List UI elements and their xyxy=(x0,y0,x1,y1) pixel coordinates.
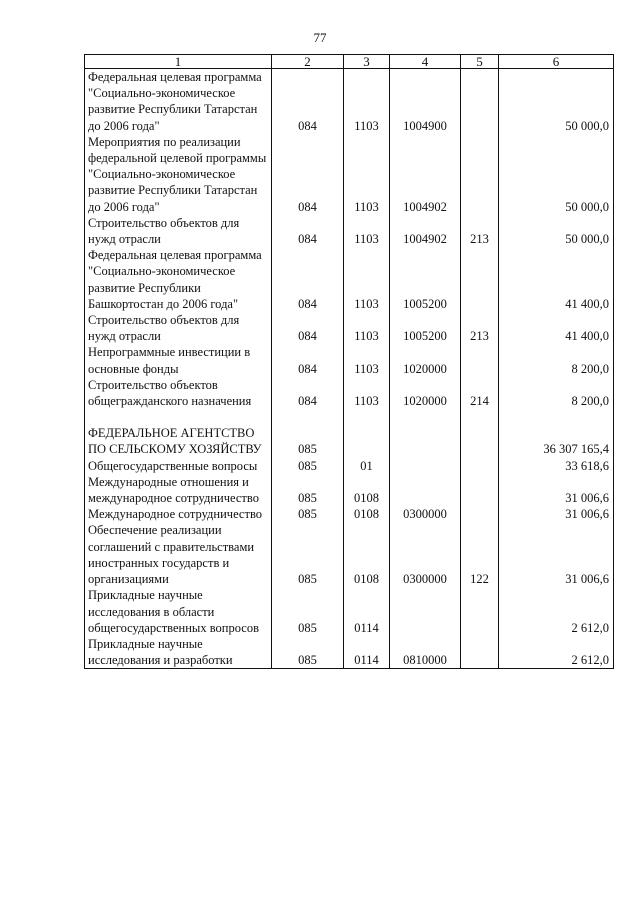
row-section: 01 xyxy=(344,458,390,474)
row-type xyxy=(461,247,499,312)
row-name: Строительство объектов общегражданского назначения xyxy=(85,377,272,409)
row-ministry: 085 xyxy=(272,458,344,474)
row-name: Строительство объектов для нужд отрасли xyxy=(85,215,272,247)
row-type xyxy=(461,458,499,474)
row-section: 1103 xyxy=(344,69,390,134)
table-row xyxy=(85,69,614,134)
row-name: Мероприятия по реализации федеральной целевой программы "Социально-экономическое развитие Республики Татарстан до 2006 года" xyxy=(85,134,272,215)
table-row xyxy=(85,636,614,669)
row-amount: 41 400,0 xyxy=(499,247,614,312)
row-section: 0114 xyxy=(344,636,390,669)
row-type: 213 xyxy=(461,312,499,344)
row-target: 1004902 xyxy=(390,215,461,247)
row-name: ФЕДЕРАЛЬНОЕ АГЕНТСТВО ПО СЕЛЬСКОМУ ХОЗЯЙСТВУ xyxy=(85,425,272,457)
row-ministry: 084 xyxy=(272,69,344,134)
row-target: 1004902 xyxy=(390,134,461,215)
row-section: 1103 xyxy=(344,215,390,247)
table-row xyxy=(85,377,614,409)
row-name: Непрограммные инвестиции в основные фонды xyxy=(85,344,272,376)
table-row xyxy=(85,215,614,247)
row-section: 0108 xyxy=(344,506,390,522)
row-section: 0108 xyxy=(344,474,390,506)
row-ministry: 084 xyxy=(272,312,344,344)
table-row xyxy=(85,522,614,587)
row-amount: 2 612,0 xyxy=(499,587,614,636)
row-name: Строительство объектов для нужд отрасли xyxy=(85,312,272,344)
row-target: 1005200 xyxy=(390,247,461,312)
row-target: 1005200 xyxy=(390,312,461,344)
row-target: 1004900 xyxy=(390,69,461,134)
row-ministry: 084 xyxy=(272,247,344,312)
row-name: Международные отношения и международное сотрудничество xyxy=(85,474,272,506)
row-amount: 31 006,6 xyxy=(499,474,614,506)
header-col-4: 4 xyxy=(390,55,461,69)
row-section: 1103 xyxy=(344,377,390,409)
row-target: 1020000 xyxy=(390,377,461,409)
row-section: 1103 xyxy=(344,344,390,376)
table-row xyxy=(85,458,614,474)
page-number: 77 xyxy=(313,30,327,45)
row-type xyxy=(461,506,499,522)
row-amount: 36 307 165,4 xyxy=(499,425,614,457)
header-col-6: 6 xyxy=(499,55,614,69)
row-target xyxy=(390,587,461,636)
row-ministry: 085 xyxy=(272,522,344,587)
row-amount: 33 618,6 xyxy=(499,458,614,474)
row-ministry: 085 xyxy=(272,474,344,506)
budget-table xyxy=(84,54,614,669)
row-ministry: 085 xyxy=(272,425,344,457)
table-row xyxy=(85,247,614,312)
table-row xyxy=(85,587,614,636)
row-section: 1103 xyxy=(344,134,390,215)
row-type xyxy=(461,474,499,506)
table-row xyxy=(85,344,614,376)
row-name: Федеральная целевая программа "Социально-экономическое развитие Республики Башкортостан до 2006 года" xyxy=(85,247,272,312)
row-name: Международное сотрудничество xyxy=(85,506,272,522)
table-row xyxy=(85,134,614,215)
row-target: 0300000 xyxy=(390,506,461,522)
row-amount: 50 000,0 xyxy=(499,215,614,247)
table-row xyxy=(85,425,614,457)
table-row xyxy=(85,506,614,522)
row-target xyxy=(390,425,461,457)
row-section: 0114 xyxy=(344,587,390,636)
row-amount: 41 400,0 xyxy=(499,312,614,344)
row-target: 0810000 xyxy=(390,636,461,669)
row-amount: 31 006,6 xyxy=(499,506,614,522)
header-row xyxy=(85,55,614,69)
row-ministry: 085 xyxy=(272,636,344,669)
row-section: 1103 xyxy=(344,247,390,312)
row-ministry: 084 xyxy=(272,215,344,247)
row-target xyxy=(390,474,461,506)
header-col-1: 1 xyxy=(85,55,272,69)
row-amount: 8 200,0 xyxy=(499,344,614,376)
row-name: Федеральная целевая программа "Социально-экономическое развитие Республики Татарстан до 2006 года" xyxy=(85,69,272,134)
row-section: 1103 xyxy=(344,312,390,344)
row-ministry: 085 xyxy=(272,587,344,636)
row-type: 122 xyxy=(461,522,499,587)
row-ministry: 085 xyxy=(272,506,344,522)
row-amount: 50 000,0 xyxy=(499,69,614,134)
row-name: Общегосударственные вопросы xyxy=(85,458,272,474)
row-ministry: 084 xyxy=(272,344,344,376)
row-type: 214 xyxy=(461,377,499,409)
row-name: Обеспечение реализации соглашений с правительствами иностранных государств и организациями xyxy=(85,522,272,587)
header-col-2: 2 xyxy=(272,55,344,69)
row-target: 0300000 xyxy=(390,522,461,587)
table-row xyxy=(85,474,614,506)
row-ministry: 084 xyxy=(272,377,344,409)
row-amount: 50 000,0 xyxy=(499,134,614,215)
row-name: Прикладные научные исследования в области общегосударственных вопросов xyxy=(85,587,272,636)
row-type xyxy=(461,636,499,669)
row-type xyxy=(461,69,499,134)
row-ministry: 084 xyxy=(272,134,344,215)
spacer-row xyxy=(85,409,614,425)
row-type: 213 xyxy=(461,215,499,247)
row-target: 1020000 xyxy=(390,344,461,376)
row-target xyxy=(390,458,461,474)
row-type xyxy=(461,425,499,457)
header-col-5: 5 xyxy=(461,55,499,69)
row-section: 0108 xyxy=(344,522,390,587)
table-row xyxy=(85,312,614,344)
row-type xyxy=(461,587,499,636)
row-amount: 8 200,0 xyxy=(499,377,614,409)
row-section xyxy=(344,425,390,457)
row-type xyxy=(461,344,499,376)
row-name: Прикладные научные исследования и разработки xyxy=(85,636,272,669)
row-amount: 31 006,6 xyxy=(499,522,614,587)
row-amount: 2 612,0 xyxy=(499,636,614,669)
header-col-3: 3 xyxy=(344,55,390,69)
row-type xyxy=(461,134,499,215)
